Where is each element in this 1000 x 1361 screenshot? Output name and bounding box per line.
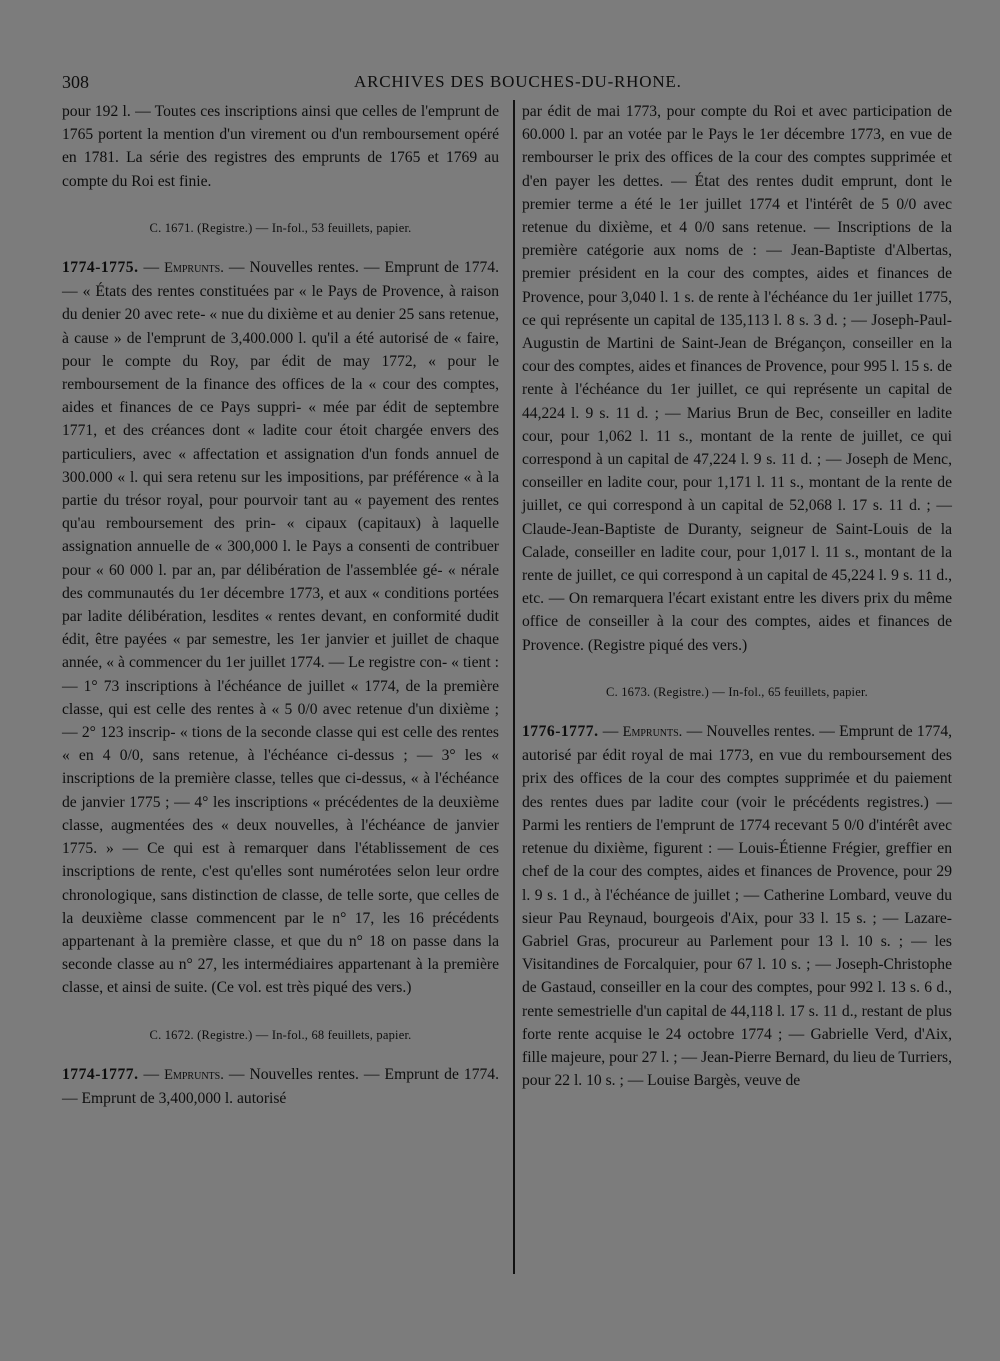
entry-1673-text: — Nouvelles rentes. — Emprunt de 1774, autorisé par édit royal de mai 1773, en vue du remboursement des prix des offices de la cour des comptes supprimée et du paiement des rentes dues par ladite cour (voir le précédents registres.) — Parmi les rentiers de l'emprunt de 1774 recevant 5 0/0 d'intérêt avec retenue du dixième, figurent : — Louis-Étienne Frégier, greffier en chef de la cour des comptes, aides et finances de Provence, pour 29 l. 9 s. 1 d., à l'échéance de juillet ; — Catherine Lombard, veuve du sieur Pau Reynaud, bourgeois d'Aix, pour 33 l. 15 s. ; — Lazare-Gabriel Gras, procureur au Parlement pour 13 l. 10 s. ; — les Visitandines de Forcalquier, pour 67 l. 10 s. ; — Joseph-Christophe de Gastaud, conseiller en la cour des comptes, pour 992 l. 13 s. 6 d., rente semestrielle d'un capital de 44,118 l. 17 s. 11 d., restant de plus forte rente acquise le 24 octobre 1774 ; — Gabrielle Verd, d'Aix, fille majeure, pour 27 l. ; — Jean-Pierre Bernard, du lieu de Turriers, pour 22 l. 10 s. ; — Louise Bargès, veuve de <box>522 723 953 1090</box>
entry-1673-rubric: Emprunts. <box>622 724 683 741</box>
column-divider <box>513 100 515 1274</box>
entry-1672 <box>62 1063 499 1110</box>
entry-1671-rubric: Emprunts. <box>164 260 224 277</box>
entry-1671-text: — Nouvelles rentes. — Emprunt de 1774. — « États des rentes constituées par « le Pays de Provence, à raison du denier 20 avec rete- « nue du dixième et au denier 25 sans retenue, à cause » de l'emprunt de 3,400.000 l. qu'il a été autorisé de « faire, pour le compte du Roy, par édit de may 1772, « pour le remboursement de la finance des offices de la « cour des comptes, aides et finances de ce Pays suppri- « mée par édit de septembre 1771, et des créances dont « ladite cour étoit chargée envers des particuliers, avec « affectation et assignation d'un fonds annuel de 300.000 « l. qui sera retenu sur les impositions, par préférence « à la partie du trésor royal, pour pourvoir tant au « payement des rentes qu'au remboursement des prin- « cipaux (capitaux) à laquelle assignation annuelle de « 300,000 l. le Pays a consenti de contribuer pour « 60 000 l. par an, par délibération de l'assemblée gé- « nérale des communautés du 1er décembre 1773, et aux « conditions portées par ladite délibération, lesdites « rentes devant, en conformité dudit édit, être payées « par semestre, les 1er janvier et juillet de chaque année, « à commencer du 1er juillet 1774. — Le registre con- « tient : — 1° 73 inscriptions à l'échéance de juillet « 1774, de la première classe, qui est celle des rentes à « 5 0/0 avec retenue d'un dixième ; — 2° 123 inscrip- « tions de la seconde classe qui est celle des rentes « en 4 0/0, sans retenue, à l'échéance ci-dessus ; — 3° les « inscriptions de la première classe, telles que ci-dessus, « à l'échéance de janvier 1775 ; — 4° les inscriptions « précédentes de la deuxième classe, augmentées des « deux nouvelles, à l'échéance de janvier 1775. » — Ce qui est à remarquer dans l'établissement de ces inscriptions de rente, c'est qu'elles sont numérotées selon leur ordre chronologique, sans distinction de classe, de telle sorte, que celles de la deuxième classe commencent par le n° 17, les 16 précédents appartenant à la première classe, et que du n° 18 on passe dans la seconde classe au n° 27, les intermédiaires appartenant à la première classe, et ainsi de suite. (Ce vol. est très piqué des vers.) <box>62 259 499 997</box>
cote-1671: C. 1671. (Registre.) — In-fol., 53 feuillets, papier. <box>149 220 412 235</box>
entry-1671 <box>62 256 499 1000</box>
running-title: ARCHIVES DES BOUCHES-DU-RHONE. <box>354 72 682 91</box>
entry-1671-dash: — <box>143 259 160 277</box>
entry-1673-dates: 1776-1777. <box>522 723 599 741</box>
right-column <box>522 100 952 1092</box>
page-number: 308 <box>62 72 89 92</box>
entry-1672-rubric: Emprunts. <box>164 1066 224 1083</box>
left-column <box>62 100 499 1110</box>
entry-1673-dash: — <box>602 723 619 741</box>
cote-1673: C. 1673. (Registre.) — In-fol., 65 feuillets, papier. <box>606 684 868 699</box>
entry-1672-dates: 1774-1777. <box>62 1065 139 1083</box>
entry-1672-dash: — <box>143 1065 160 1083</box>
page-header <box>62 72 962 98</box>
entry-1671-dates: 1774-1775. <box>62 259 139 277</box>
entry-1672-continuation: par édit de mai 1773, pour compte du Roi et avec participation de 60.000 l. par an votée par le Pays le 1er décembre 1773, en vue de rembourser le prix des offices de la cour des comptes supprimée et d'en payer les dettes. — État des rentes dudit emprunt, dont le premier terme a été le 1er juillet 1774 et l'intérêt de 5 0/0 avec retenue du dixième, et 4 0/0 sans retenue. — Inscriptions de la première catégorie aux noms de : — Jean-Baptiste d'Albertas, premier président en la cour des comptes, aides et finances de Provence, pour 3,040 l. 1 s. de rente à l'échéance du 1er juillet 1775, ce qui représente un capital de 135,113 l. 8 s. 3 d. ; — Joseph-Paul-Augustin de Martini de Saint-Jean de Brégançon, conseiller en la cour des comptes, aides et finances de Provence, pour 995 l. 15 s. de rente à l'échéance du 1er juillet, ce qui représente un capital de 44,224 l. 9 s. 11 d. ; — Marius Brun de Bec, conseiller en ladite cour, pour 1,062 l. 11 s., montant de la rente de juillet, ce qui correspond à un capital de 47,224 l. 9 s. 11 d. ; — Joseph de Menc, conseiller en ladite cour, pour 1,171 l. 11 s., montant de la rente de juillet, ce qui correspond à un capital de 52,068 l. 17 s. 11 d. ; — Claude-Jean-Baptiste de Duranty, seigneur de Saint-Louis de la Calade, conseiller en ladite cour, pour 1,017 l. 11 s., montant de la rente de juillet, ce qui correspond à un capital de 45,224 l. 9 s. 11 d., etc. — On remarquera l'écart existant entre les divers prix du même office de conseiller à la cour des comptes, aides et finances de Provence. (Registre piqué des vers.) <box>522 103 952 654</box>
cote-1672: C. 1672. (Registre.) — In-fol., 68 feuillets, papier. <box>149 1027 412 1042</box>
entry-1673 <box>522 720 952 1092</box>
entry-1672-text: — Nouvelles rentes. — Emprunt de 1774. — Emprunt de 3,400,000 l. autorisé <box>62 1065 499 1107</box>
left-intro-paragraph: pour 192 l. — Toutes ces inscriptions ainsi que celles de l'emprunt de 1765 portent la mention d'un virement ou d'un remboursement opéré en 1781. La série des registres des emprunts de 1765 et 1769 au compte du Roi est finie. <box>62 103 499 190</box>
